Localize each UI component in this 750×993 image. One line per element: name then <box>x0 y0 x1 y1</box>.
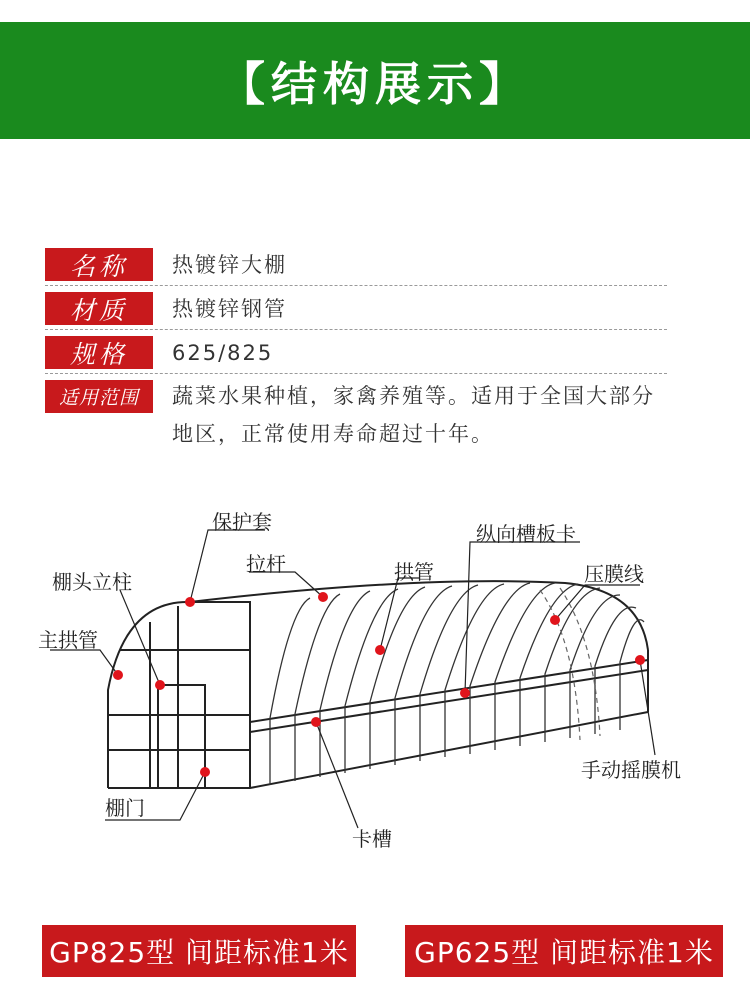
divider <box>45 373 667 374</box>
spec-label: 材质 <box>45 292 153 325</box>
model-badge-gp625: GP625型 间距标准1米 <box>405 925 723 977</box>
spec-value: 热镀锌大棚 <box>172 253 287 277</box>
callout-protective-sleeve: 保护套 <box>212 510 272 534</box>
callout-clip-slot: 卡槽 <box>352 827 392 851</box>
spec-label: 规格 <box>45 336 153 369</box>
marker-dot <box>635 655 645 665</box>
divider <box>45 285 667 286</box>
model-badge-gp825: GP825型 间距标准1米 <box>42 925 356 977</box>
header-banner <box>0 22 750 139</box>
callout-arch-pipe: 拱管 <box>394 560 434 584</box>
door-frame <box>158 685 205 788</box>
callout-longitudinal-clip: 纵向槽板卡 <box>476 522 576 546</box>
callout-hand-roller: 手动摇膜机 <box>581 758 681 782</box>
callout-film-wire: 压膜线 <box>584 562 644 586</box>
spec-value: 625/825 <box>172 341 274 365</box>
greenhouse-diagram <box>0 490 750 870</box>
page-title: 【结构展示】 <box>219 56 531 111</box>
callout-end-column: 棚头立柱 <box>52 570 132 594</box>
marker-dot <box>311 717 321 727</box>
spec-value: 蔬菜水果种植，家禽养殖等。适用于全国大部分地区，正常使用寿命超过十年。 <box>172 384 655 446</box>
marker-dot <box>375 645 385 655</box>
eave-rail <box>250 660 648 722</box>
marker-dot <box>185 597 195 607</box>
marker-dot <box>155 680 165 690</box>
marker-dot <box>200 767 210 777</box>
callout-door: 棚门 <box>105 796 145 820</box>
divider <box>45 329 667 330</box>
marker-dot <box>460 688 470 698</box>
callout-main-arch: 主拱管 <box>38 628 98 652</box>
spec-label: 适用范围 <box>45 380 153 413</box>
marker-dot <box>550 615 560 625</box>
marker-dot <box>318 592 328 602</box>
callout-pull-rod: 拉杆 <box>246 552 286 576</box>
marker-dot <box>113 670 123 680</box>
spec-value: 热镀锌钢管 <box>172 297 287 321</box>
spec-label: 名称 <box>45 248 153 281</box>
